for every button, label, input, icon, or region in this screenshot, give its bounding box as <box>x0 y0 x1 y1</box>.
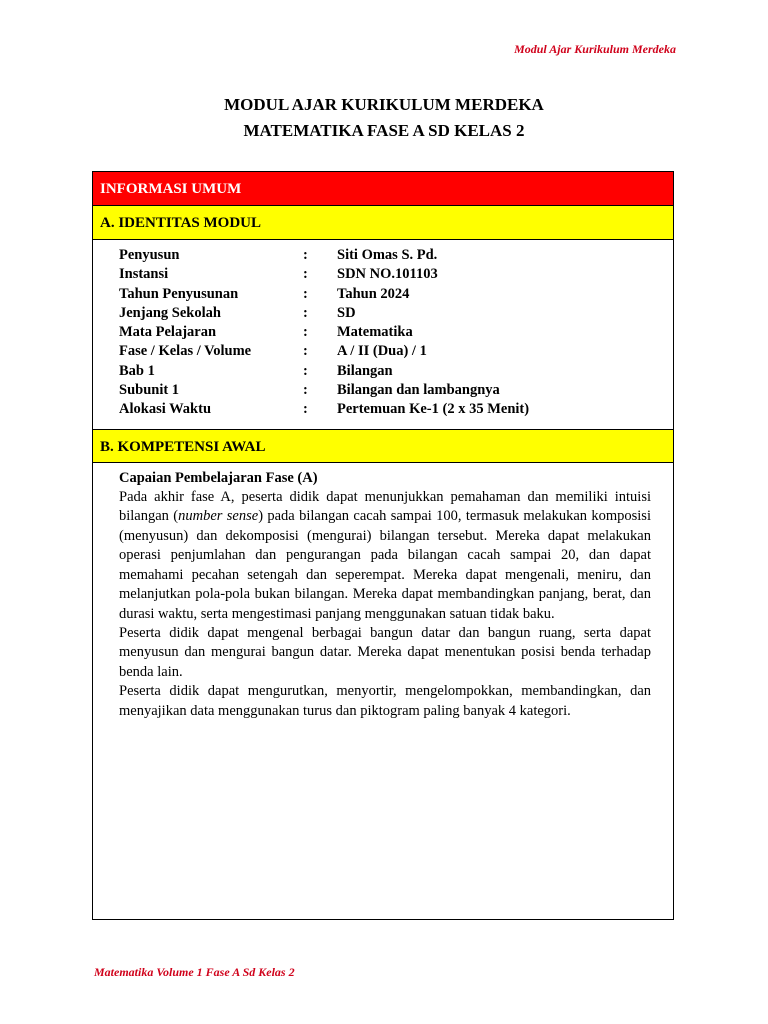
identity-colon: : <box>303 382 308 399</box>
competence-subhead: Capaian Pembelajaran Fase (A) <box>119 469 318 486</box>
identity-value: Siti Omas S. Pd. <box>337 247 438 263</box>
identity-label: Instansi <box>119 266 169 283</box>
identity-label: Fase / Kelas / Volume <box>119 343 252 360</box>
identity-label: Bab 1 <box>119 362 155 379</box>
section-identity-header: A. IDENTITAS MODUL <box>93 206 673 240</box>
title-line-1: MODUL AJAR KURIKULUM MERDEKA <box>224 95 544 114</box>
identity-label: Subunit 1 <box>119 382 180 399</box>
identity-value: Bilangan <box>337 362 393 379</box>
module-info-box <box>92 171 674 920</box>
identity-colon: : <box>303 285 308 302</box>
identity-list <box>93 240 673 429</box>
identity-value: Bilangan dan lambangnya <box>337 382 500 399</box>
identity-colon: : <box>303 247 308 263</box>
identity-label: Tahun Penyusunan <box>119 285 239 302</box>
identity-row <box>119 362 673 381</box>
identity-colon: : <box>303 266 308 283</box>
section-general-info: INFORMASI UMUM <box>93 172 673 206</box>
identity-row <box>119 265 673 284</box>
identity-colon: : <box>303 324 308 341</box>
title-line-2: MATEMATIKA FASE A SD KELAS 2 <box>243 121 525 140</box>
identity-row <box>119 246 673 265</box>
p1-text-after: ) pada bilangan cacah sampai 100, termasuk melakukan komposisi (menyusun) dan dekomposisi (mengurai) bilangan tersebut. Mereka dapat melakukan operasi penjumlahan dan pengurangan pada bilangan cacah sampai 20, dan dapat memahami pecahan setengah dan seperempat. Mereka dapat mengenali, meniru, dan melanjutkan pola-pola bukan bilangan. Mereka dapat membandingkan panjang, berat, dan durasi waktu, serta mengestimasi panjang menggunakan satuan tidak baku. <box>119 508 651 622</box>
identity-value: SDN NO.101103 <box>337 266 438 283</box>
identity-colon: : <box>303 362 308 379</box>
footer-note: Matematika Volume 1 Fase A Sd Kelas 2 <box>94 965 295 979</box>
identity-label: Penyusun <box>119 247 180 263</box>
identity-value: A / II (Dua) / 1 <box>337 343 427 360</box>
identity-row <box>119 323 673 342</box>
identity-row <box>119 285 673 304</box>
identity-value: Tahun 2024 <box>337 285 410 302</box>
identity-row <box>119 304 673 323</box>
competence-content <box>93 463 673 721</box>
identity-label: Jenjang Sekolah <box>119 304 221 321</box>
competence-paragraph-3: Peserta didik dapat mengurutkan, menyortir, mengelompokkan, membandingkan, dan menyajikan data menggunakan turus dan piktogram paling banyak 4 kategori. <box>119 683 651 719</box>
identity-row <box>119 400 673 419</box>
identity-value: Matematika <box>337 324 413 341</box>
identity-label: Mata Pelajaran <box>119 324 217 341</box>
identity-colon: : <box>303 304 308 321</box>
identity-value: Pertemuan Ke-1 (2 x 35 Menit) <box>337 401 530 418</box>
competence-paragraph-2: Peserta didik dapat mengenal berbagai bangun datar dan bangun ruang, serta dapat menyusun dan mengurai bangun datar. Mereka dapat menentukan posisi benda terhadap benda lain. <box>119 624 651 680</box>
identity-colon: : <box>303 401 308 418</box>
header-note: Modul Ajar Kurikulum Merdeka <box>514 42 676 56</box>
p1-italic-term: number sense <box>178 508 259 525</box>
identity-value: SD <box>337 304 356 321</box>
document-title <box>0 92 768 144</box>
competence-paragraph-1 <box>119 488 651 624</box>
identity-row <box>119 381 673 400</box>
identity-label: Alokasi Waktu <box>119 401 212 418</box>
identity-colon: : <box>303 343 308 360</box>
p1-text-before: Pada akhir fase A, peserta didik dapat menunjukkan pemahaman dan memiliki intuisi bilangan ( <box>119 489 651 525</box>
identity-row <box>119 342 673 361</box>
section-competence-header: B. KOMPETENSI AWAL <box>93 429 673 463</box>
